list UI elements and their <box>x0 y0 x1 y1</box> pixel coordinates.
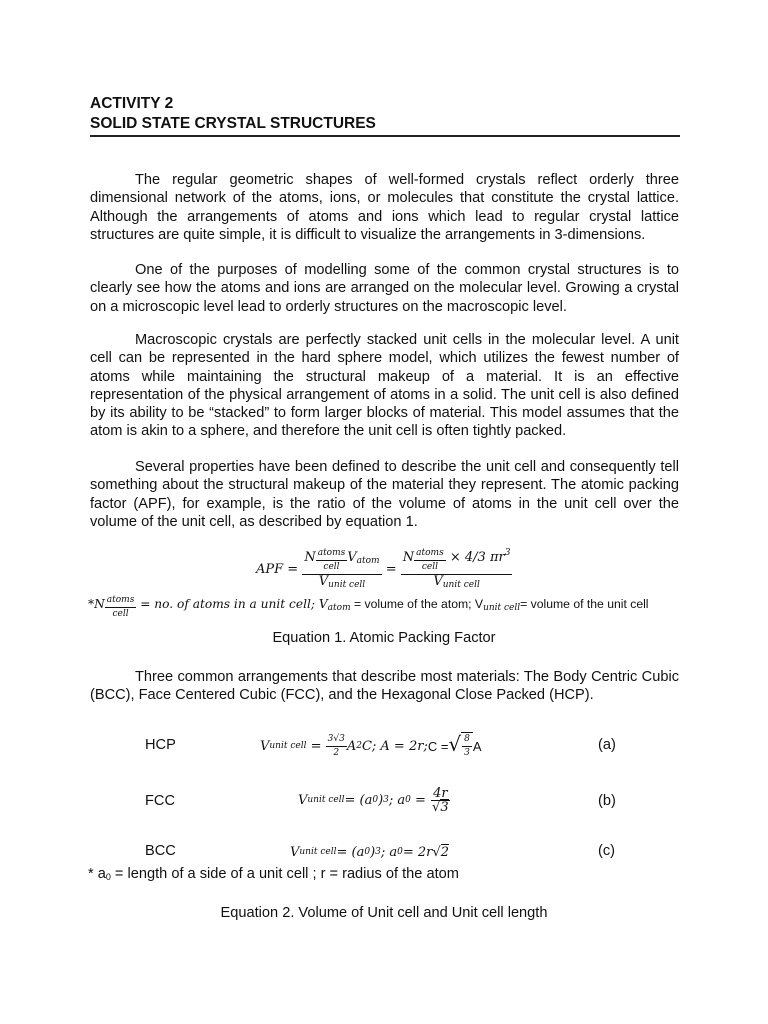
bcc-formula: V unit cell = (a 0 ) 3 ; a 0 = 2r √ 2 <box>290 844 449 860</box>
hcp-formula: V unit cell = $\frac{3√3}{2}$ A 2 C; A = 2r; C = √ $\frac{8}{3}$ A <box>260 732 482 758</box>
paragraph-5: Three common arrangements that describe most materials: The Body Centric Cubic (BCC), Face Centered Cubic (FCC), and the Hexagonal Close Packed (HCP). <box>90 669 679 704</box>
equation-2-caption: Equation 2. Volume of Unit cell and Unit cell length <box>220 905 548 921</box>
equation-1-caption: Equation 1. Atomic Packing Factor <box>272 630 496 646</box>
activity-number: ACTIVITY 2 <box>90 95 174 112</box>
fcc-tag: (b) <box>598 793 616 809</box>
activity-title: SOLID STATE CRYSTAL STRUCTURES <box>90 115 376 132</box>
bcc-label: BCC <box>145 843 176 859</box>
fcc-label: FCC <box>145 793 175 809</box>
paragraph-2: One of the purposes of modelling some of the common crystal structures is to clearly see how the atoms and ions are arranged on the molecular level. Growing a crystal on a microscopic level lead to orderly structures on the macroscopic level. <box>90 262 679 315</box>
apf-variable-note: *N $_{\frac{\text{atoms}}{\text{cell}}}$ = no. of atoms in a unit cell; $V_{atom}$ = volume of the atom; $V_{unit cell}=$ volume of the unit cell <box>88 595 649 619</box>
paragraph-1: The regular geometric shapes of well-formed crystals reflect orderly three dimensional network of the atoms, ions, or molecules that constitute the crystal lattice. Although the arrangements of atoms and ions which lead to regular crystal lattice structures are quite simple, it is difficult to visualize the arrangements in 3-dimensions. <box>90 172 679 243</box>
bcc-tag: (c) <box>598 843 616 859</box>
paragraph-3: Macroscopic crystals are perfectly stacked unit cells in the molecular level. A unit cell can be represented in the hard sphere model, which utilizes the fewest number of atoms while maintaining the structural makeup of a material. It is an effective representation of the physical arrangement of atoms in a solid. The unit cell is also defined by its ability to be “stacked” to form larger blocks of material. This model assumes that the atom is akin to a sphere, and therefore the unit cell is often tightly packed. <box>90 332 679 440</box>
hcp-tag: (a) <box>598 737 616 753</box>
footnote: * $a_0$ = length of a side of a unit cell ; r = radius of the atom <box>88 866 459 882</box>
equals-sign: = <box>283 561 303 577</box>
apf-fraction-1: N $_{\frac{\text{atoms}}{\text{cell}}}$ $V_{atom}$ $V_{unit cell}$ <box>304 547 380 590</box>
page-title <box>90 94 680 137</box>
apf-fraction-2: N $_{\frac{\text{atoms}}{\text{cell}}}$ × 4/3 $\pi r^3$ $V_{unit cell}$ <box>402 547 511 590</box>
apf-lhs: APF <box>256 561 284 577</box>
hcp-label: HCP <box>145 737 176 753</box>
apf-equation <box>256 544 512 594</box>
fcc-formula: V unit cell = (a 0 ) 3 ; a 0 = $\frac{4r}{√3}$ <box>298 785 449 815</box>
paragraph-4: Several properties have been defined to describe the unit cell and consequently tell something about the structural makeup of the material they represent. The atomic packing factor (APF), for example, is the ratio of the volume of atoms in the unit cell over the volume of the unit cell, as described by equation 1. <box>90 459 679 530</box>
equals-sign-2: = <box>381 561 401 577</box>
